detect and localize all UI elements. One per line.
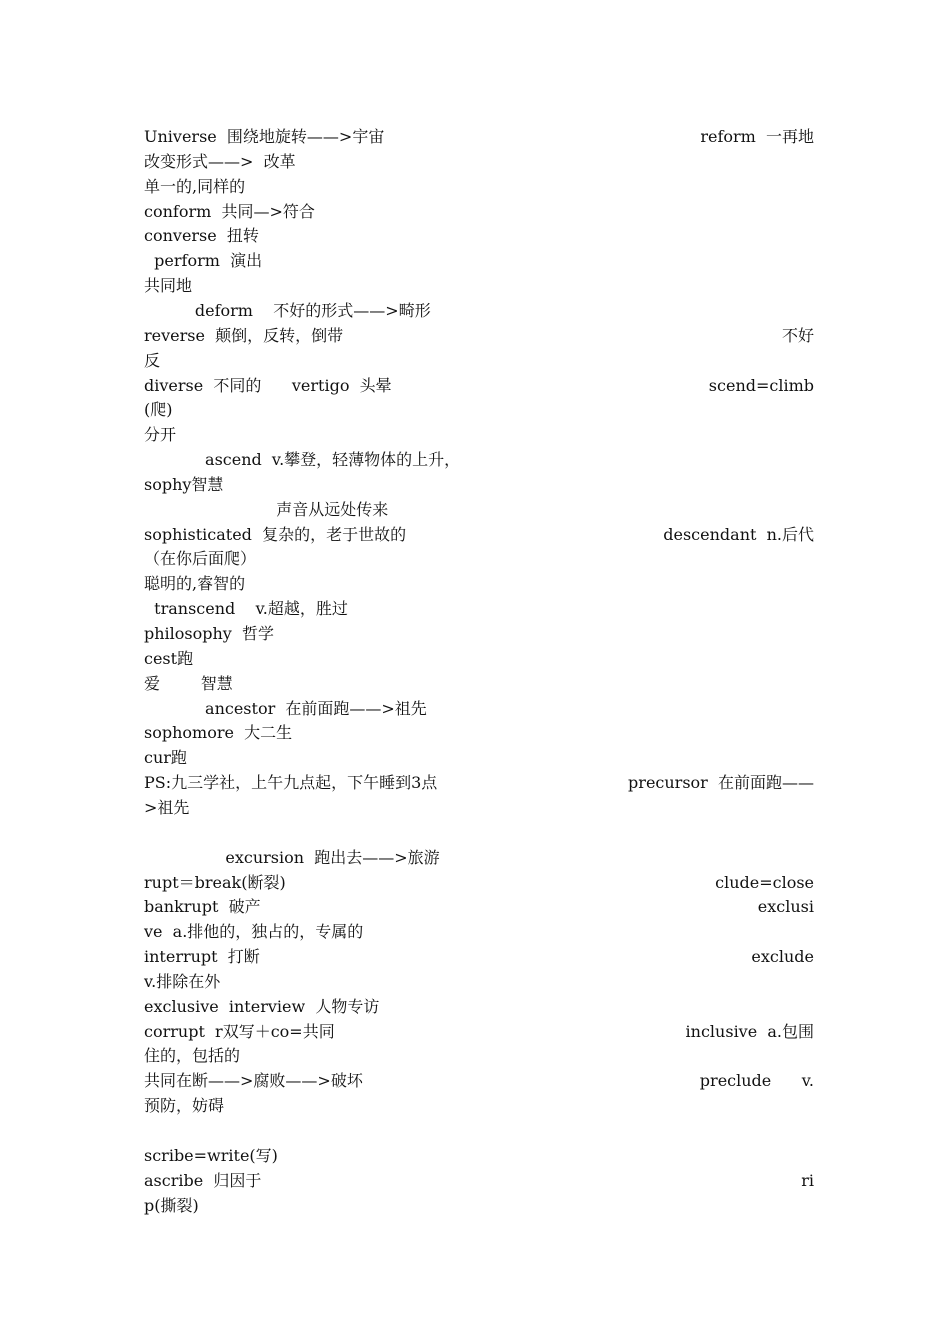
text-line: perform 演出 xyxy=(144,251,263,270)
text-line: 分开 xyxy=(144,425,177,444)
text-line: 聪明的,睿智的 xyxy=(144,574,246,593)
text-line: ascend v.攀登，轻薄物体的上升， xyxy=(144,450,461,469)
text-line-right: inclusive a.包围 xyxy=(685,1022,814,1041)
text-line: 改变形式——> 改革 xyxy=(144,152,296,171)
text-line: transcend v.超越，胜过 xyxy=(144,599,348,618)
text-line: 住的，包括的 xyxy=(144,1046,241,1065)
text-line-right: exclusi xyxy=(757,897,814,916)
text-line-right: 不好 xyxy=(781,326,814,345)
text-line: Universe 围绕地旋转——>宇宙 xyxy=(144,127,385,146)
text-line: ve a.排他的，独占的，专属的 xyxy=(144,922,364,941)
text-line xyxy=(144,1118,814,1143)
text-line: 共同在断——>腐败——>破坏 xyxy=(144,1071,363,1090)
text-line: bankrupt 破产 xyxy=(144,897,261,916)
text-line: 反 xyxy=(144,351,161,370)
text-line xyxy=(144,820,814,845)
text-line-right: precursor 在前面跑—— xyxy=(628,773,814,792)
text-line: converse 扭转 xyxy=(144,226,259,245)
text-line-right: exclude xyxy=(751,947,814,966)
text-line-right: preclude v. xyxy=(699,1071,814,1090)
text-line: cur跑 xyxy=(144,748,187,767)
text-line: corrupt r双写＋co=共同 xyxy=(144,1022,335,1041)
text-line: ascribe 归因于 xyxy=(144,1171,262,1190)
text-line: rupt＝break(断裂) xyxy=(144,873,286,892)
text-line: p(撕裂) xyxy=(144,1196,199,1215)
text-line-right: scend=climb xyxy=(708,376,814,395)
text-line: 预防，妨碍 xyxy=(144,1096,225,1115)
text-line: scribe=write(写) xyxy=(144,1146,278,1165)
text-line: >祖先 xyxy=(144,798,190,817)
text-line: 爱 智慧 xyxy=(144,674,233,693)
text-line: sophomore 大二生 xyxy=(144,723,293,742)
text-line: cest跑 xyxy=(144,649,194,668)
text-line: sophy智慧 xyxy=(144,475,224,494)
text-line-right: descendant n.后代 xyxy=(663,525,814,544)
text-line: diverse 不同的 vertigo 头晕 xyxy=(144,376,392,395)
text-line: v.排除在外 xyxy=(144,972,221,991)
text-line-right: reform 一再地 xyxy=(700,127,814,146)
text-line: 共同地 xyxy=(144,276,193,295)
text-line: exclusive interview 人物专访 xyxy=(144,997,380,1016)
text-line-right: ri xyxy=(801,1171,814,1190)
text-line: reverse 颠倒，反转，倒带 xyxy=(144,326,344,345)
text-line: conform 共同—>符合 xyxy=(144,202,315,221)
text-line: deform 不好的形式——>畸形 xyxy=(144,301,431,320)
text-line: interrupt 打断 xyxy=(144,947,260,966)
text-line-right: clude=close xyxy=(715,873,814,892)
text-line: 单一的,同样的 xyxy=(144,177,246,196)
text-line: philosophy 哲学 xyxy=(144,624,275,643)
text-line: （在你后面爬） xyxy=(144,549,257,568)
text-line: PS:九三学社，上午九点起，下午睡到3点 xyxy=(144,773,438,792)
text-line: ancestor 在前面跑——>祖先 xyxy=(144,699,427,718)
text-line: 声音从远处传来 xyxy=(144,500,389,519)
text-line: excursion 跑出去——>旅游 xyxy=(144,848,440,867)
text-line: sophisticated 复杂的，老于世故的 xyxy=(144,525,407,544)
text-line: (爬) xyxy=(144,400,173,419)
